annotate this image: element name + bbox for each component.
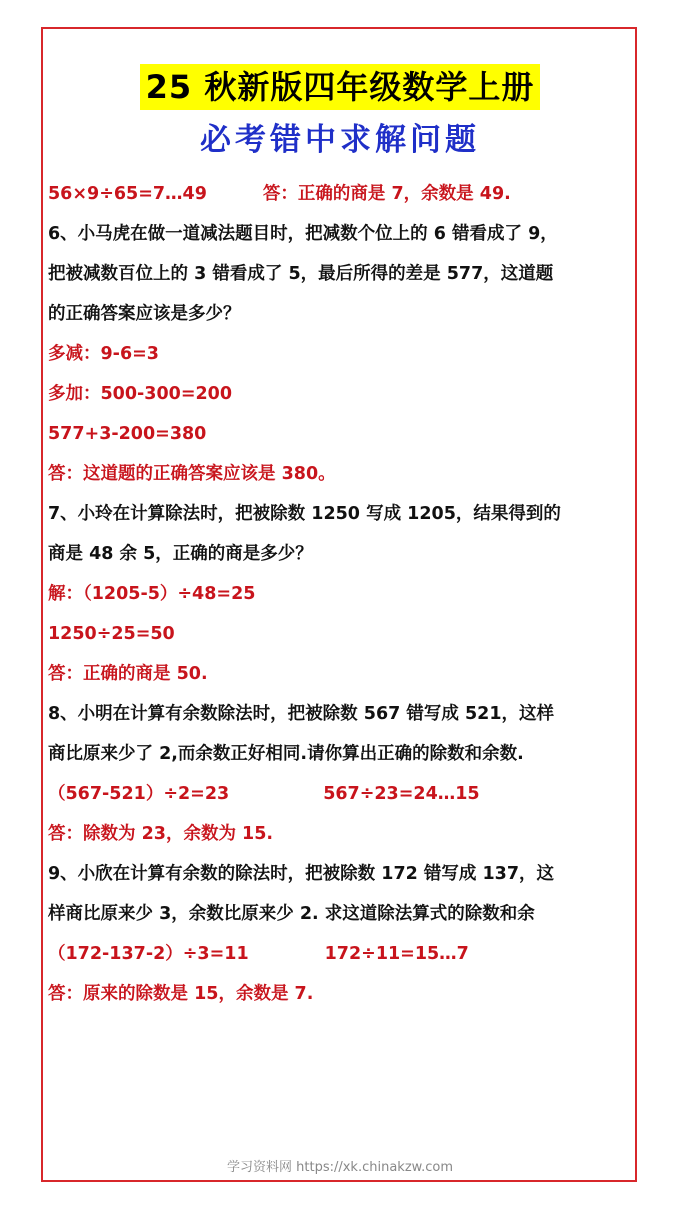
question-line: 8、小明在计算有余数除法时，把被除数 567 错写成 521，这样 bbox=[48, 704, 555, 724]
answer-line bbox=[48, 174, 638, 214]
answer-part: 577+3-200=380 bbox=[48, 424, 207, 444]
page-subtitle: 必考错中求解问题 bbox=[200, 122, 480, 158]
worksheet-content bbox=[48, 174, 638, 1014]
footer-watermark: 学习资料网 https://xk.chinakzw.com bbox=[227, 1160, 453, 1175]
answer-line bbox=[48, 334, 638, 374]
answer-part: 多加：500-300=200 bbox=[48, 384, 233, 404]
answer-part: 答：除数为 23，余数为 15. bbox=[48, 824, 274, 844]
answer-line bbox=[48, 974, 638, 1014]
answer-part: 多减：9-6=3 bbox=[48, 344, 159, 364]
answer-part: 答：正确的商是 7，余数是 49. bbox=[262, 184, 511, 204]
answer-part: （567-521）÷2=23 bbox=[48, 784, 230, 804]
answer-line bbox=[48, 774, 638, 814]
answer-part: 答：原来的除数是 15，余数是 7. bbox=[48, 984, 314, 1004]
answer-part: 567÷23=24…15 bbox=[323, 784, 480, 804]
answer-line bbox=[48, 414, 638, 454]
question-line: 把被减数百位上的 3 错看成了 5，最后所得的差是 577，这道题 bbox=[48, 264, 554, 284]
answer-part: 56×9÷65=7…49 bbox=[48, 184, 207, 204]
answer-part: （172-137-2）÷3=11 bbox=[48, 944, 249, 964]
question-line: 样商比原来少 3，余数比原来少 2. 求这道除法算式的除数和余 bbox=[48, 904, 535, 924]
answer-part: 答：正确的商是 50. bbox=[48, 664, 208, 684]
answer-part: 1250÷25=50 bbox=[48, 624, 175, 644]
answer-part: 答：这道题的正确答案应该是 380。 bbox=[48, 464, 336, 484]
answer-line bbox=[48, 654, 638, 694]
page-title: 25 秋新版四年级数学上册 bbox=[140, 64, 541, 110]
question-line: 商是 48 余 5，正确的商是多少？ bbox=[48, 544, 313, 564]
question-line: 商比原来少了 2,而余数正好相同.请你算出正确的除数和余数. bbox=[48, 744, 524, 764]
answer-line bbox=[48, 574, 638, 614]
question-line: 9、小欣在计算有余数的除法时，把被除数 172 错写成 137，这 bbox=[48, 864, 555, 884]
question-line: 6、小马虎在做一道减法题目时，把减数个位上的 6 错看成了 9， bbox=[48, 224, 558, 244]
answer-line bbox=[48, 614, 638, 654]
answer-part: 172÷11=15…7 bbox=[324, 944, 469, 964]
answer-line bbox=[48, 454, 638, 494]
question-line: 7、小玲在计算除法时，把被除数 1250 写成 1205，结果得到的 bbox=[48, 504, 561, 524]
answer-line bbox=[48, 934, 638, 974]
answer-line bbox=[48, 374, 638, 414]
answer-line bbox=[48, 814, 638, 854]
answer-part: 解：（1205-5）÷48=25 bbox=[48, 584, 256, 604]
question-line: 的正确答案应该是多少？ bbox=[48, 304, 241, 324]
title-wrap bbox=[0, 64, 680, 110]
